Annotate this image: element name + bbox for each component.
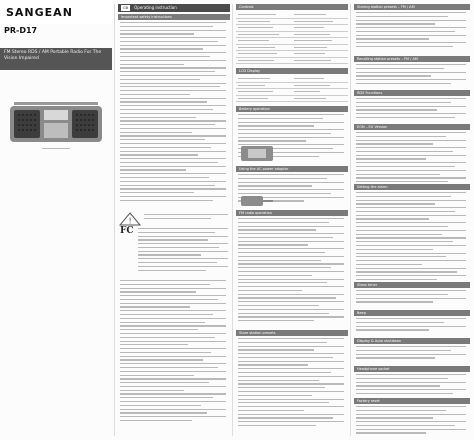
beep-section-header: Beep: [354, 310, 470, 316]
cover-code-lines: [42, 148, 70, 152]
fcc-continued-text: [120, 280, 226, 424]
operating-title: Operating instruction: [134, 5, 177, 10]
operating-header: [118, 4, 230, 12]
safety-section-header: Important safety instructions: [118, 14, 230, 20]
presets-text: [238, 338, 344, 429]
model-number: PR-D17: [4, 26, 38, 35]
headphone-text: [356, 374, 466, 397]
lcd-table: [236, 76, 348, 102]
headphone-section-header: Headphone socket: [354, 366, 470, 372]
warning-icon: [118, 212, 142, 226]
column-divider: [350, 4, 351, 436]
warning-text: [144, 214, 228, 222]
column-operating: [118, 0, 230, 440]
column-divider: [114, 4, 115, 436]
safety-text-block: [120, 22, 226, 204]
fm-section-header: FM radio operation: [236, 210, 348, 216]
column-functions: [354, 0, 470, 440]
eon-section-header: EON – EU Version: [354, 124, 470, 130]
controls-section-header: Controls: [236, 4, 348, 10]
presets-section-header: Store station presets: [236, 330, 348, 336]
svg-text:!: !: [128, 216, 132, 226]
column-divider: [232, 4, 233, 436]
sleep-section-header: Sleep timer: [354, 282, 470, 288]
beep-text: [356, 318, 466, 333]
table-row: [236, 96, 348, 103]
language-tag: GB: [123, 6, 129, 10]
lcd-section-header: LCD Display: [236, 68, 348, 74]
alarm-section-header: Setting the alarm: [354, 184, 470, 190]
ac-adaptor-illustration: [240, 194, 274, 208]
battery-section-header: Battery operation: [236, 106, 348, 112]
ac-section-header: Using the AC power adaptor: [236, 166, 348, 172]
eon-text: [356, 132, 466, 185]
sleep-text: [356, 290, 466, 305]
controls-table: [236, 12, 348, 64]
storing-presets-header: Storing station presets – FM / AM: [354, 4, 470, 10]
display-section-header: Display & Auto shutdown: [354, 338, 470, 344]
storing-presets-text: [356, 12, 466, 50]
rds-text: [356, 98, 466, 121]
cover-panel: [0, 0, 112, 440]
table-row: [236, 58, 348, 65]
column-controls: [236, 0, 348, 440]
display-text: [356, 346, 466, 361]
factory-section-header: Factory reset: [354, 398, 470, 404]
rds-section-header: RDS Functions: [354, 90, 470, 96]
alarm-text: [356, 192, 466, 283]
recall-presets-text: [356, 64, 466, 87]
fcc-logo: FC: [120, 226, 134, 236]
radio-illustration: [8, 100, 104, 144]
fm-text: [238, 218, 344, 324]
factory-text: [356, 406, 466, 436]
brand-logo: SANGEAN: [6, 6, 73, 19]
fcc-text: [138, 228, 228, 273]
recall-presets-header: Recalling station presets – FM / AM: [354, 56, 470, 62]
cover-subtitle: FM Stereo RDS / AM Portable Radio For The Vision Impaired: [4, 50, 102, 61]
radio-back-illustration: [240, 144, 274, 162]
